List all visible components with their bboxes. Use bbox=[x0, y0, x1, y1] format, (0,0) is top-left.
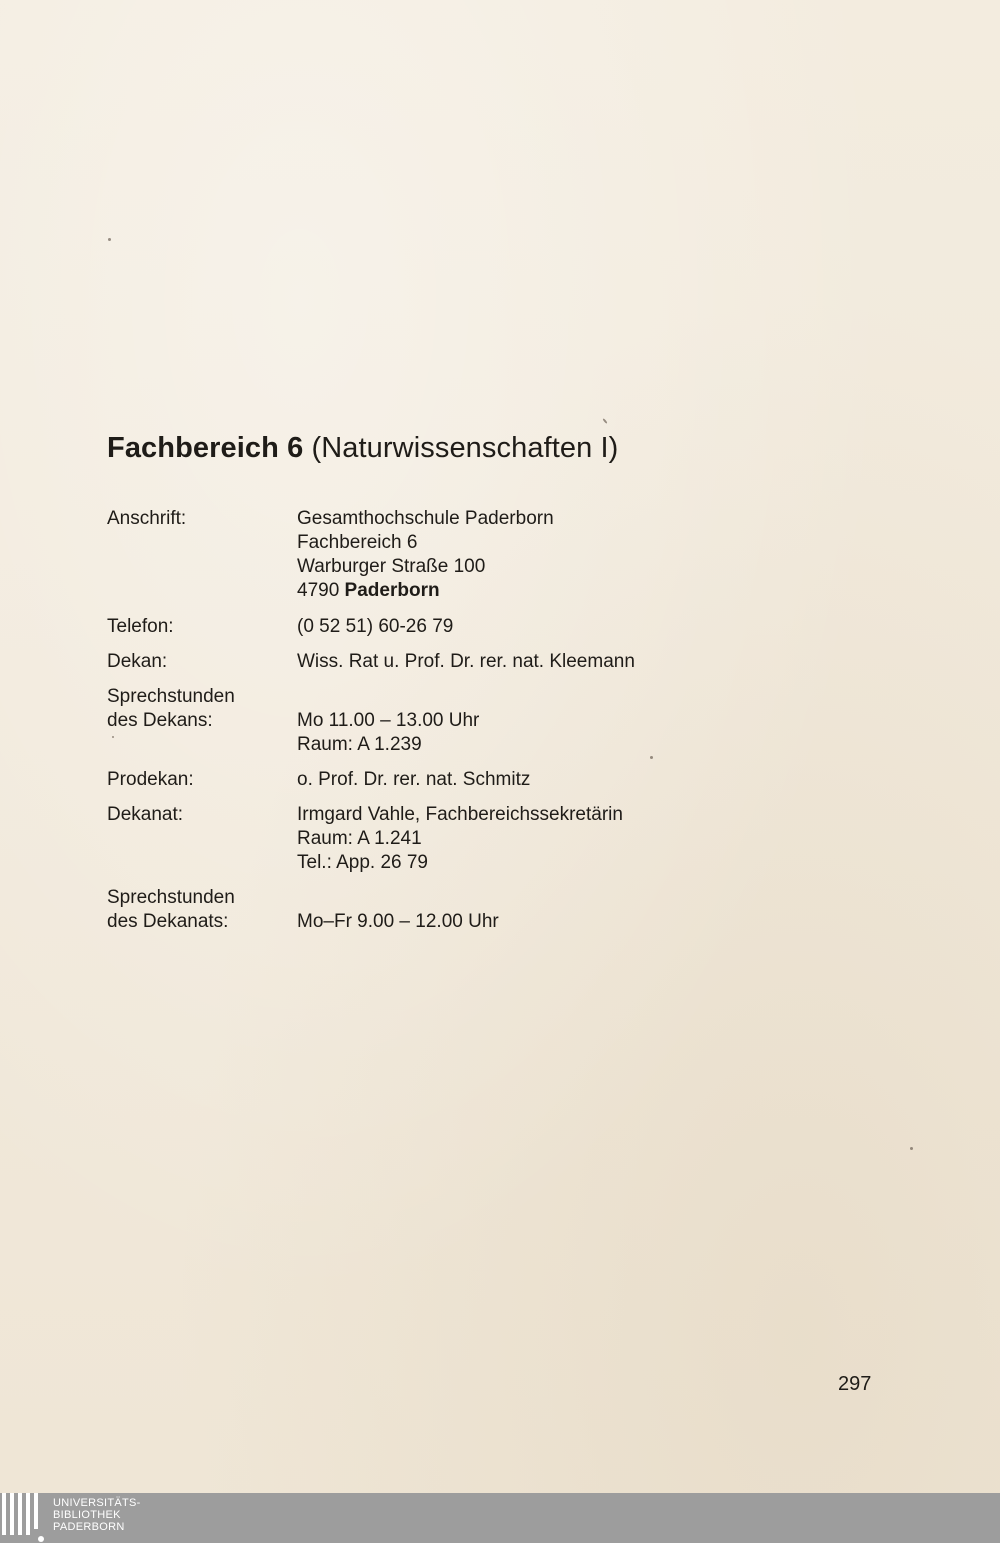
entry-label bbox=[107, 886, 297, 934]
library-logo-icon bbox=[0, 1493, 48, 1543]
library-logo-text bbox=[53, 1497, 141, 1533]
paper-speck bbox=[112, 736, 114, 738]
value-line: Tel.: App. 26 79 bbox=[297, 852, 428, 873]
address-block bbox=[297, 507, 727, 603]
entry-value: (0 52 51) 60-26 79 bbox=[297, 616, 454, 637]
section-title bbox=[107, 430, 618, 466]
label-line: Sprechstunden bbox=[107, 686, 235, 707]
address-line: Warburger Straße 100 bbox=[297, 556, 486, 577]
value-line: Raum: A 1.239 bbox=[297, 734, 422, 755]
paper-speck bbox=[602, 418, 607, 424]
entry-value: o. Prof. Dr. rer. nat. Schmitz bbox=[297, 769, 531, 790]
library-footer-bar bbox=[0, 1493, 1000, 1543]
address-line: Fachbereich 6 bbox=[297, 532, 418, 553]
entry-label: Anschrift: bbox=[107, 508, 187, 529]
logo-text-line: BIBLIOTHEK bbox=[53, 1509, 121, 1521]
entry-label bbox=[107, 685, 297, 733]
address-city-line bbox=[297, 579, 727, 603]
page-number: 297 bbox=[838, 1373, 872, 1395]
section-title-subtitle: (Naturwissenschaften I) bbox=[311, 432, 619, 464]
label-line: des Dekans: bbox=[107, 710, 213, 731]
section-title-bold: Fachbereich 6 bbox=[107, 432, 304, 464]
address-line: Gesamthochschule Paderborn bbox=[297, 508, 554, 529]
logo-text-line: UNIVERSITÄTS- bbox=[53, 1497, 141, 1509]
paper-speck bbox=[910, 1147, 913, 1150]
postal-code: 4790 bbox=[297, 580, 345, 601]
city-name: Paderborn bbox=[344, 580, 440, 601]
entry-label: Telefon: bbox=[107, 616, 174, 637]
entry-value bbox=[297, 803, 727, 875]
paper-speck bbox=[108, 238, 111, 241]
label-line: Sprechstunden bbox=[107, 887, 235, 908]
value-line: Irmgard Vahle, Fachbereichssekretärin bbox=[297, 804, 623, 825]
label-line: des Dekanats: bbox=[107, 911, 229, 932]
value-line: Raum: A 1.241 bbox=[297, 828, 422, 849]
entry-value bbox=[297, 709, 727, 757]
logo-text-line: PADERBORN bbox=[53, 1521, 125, 1533]
value-line: Mo 11.00 – 13.00 Uhr bbox=[297, 710, 480, 731]
entry-label: Dekan: bbox=[107, 651, 168, 672]
entry-value: Mo–Fr 9.00 – 12.00 Uhr bbox=[297, 911, 499, 932]
entry-label: Dekanat: bbox=[107, 804, 184, 825]
entry-value: Wiss. Rat u. Prof. Dr. rer. nat. Kleemann bbox=[297, 651, 635, 672]
entry-label: Prodekan: bbox=[107, 769, 194, 790]
